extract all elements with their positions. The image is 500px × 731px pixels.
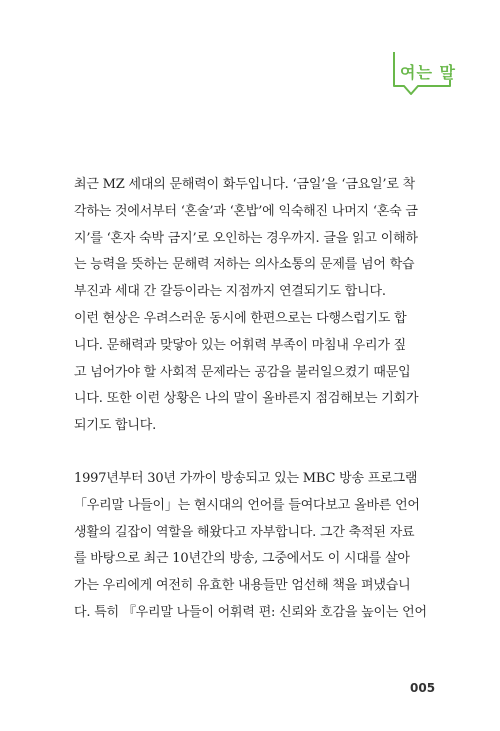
text-line: 생활의 길잡이 역할을 해왔다고 자부합니다. 그간 축적된 자료 — [74, 524, 415, 540]
page-number: 005 — [410, 681, 436, 695]
text-line: 이런 현상은 우려스러운 동시에 한편으로는 다행스럽기도 합 — [74, 310, 407, 326]
text-line: 고 넘어가야 할 사회적 문제라는 공감을 불러일으켰기 때문입 — [74, 364, 411, 380]
text-line: 각하는 것에서부터 ‘혼술’과 ‘혼밥’에 익숙해진 나머지 ‘혼숙 금 — [74, 203, 418, 219]
paragraph-2 — [74, 306, 444, 440]
section-tag — [392, 50, 456, 100]
text-line: 다. 특히 『우리말 나들이 어휘력 편: 신뢰와 호감을 높이는 언어 — [74, 604, 427, 620]
paragraph-1 — [74, 172, 444, 306]
text-line: 되기도 합니다. — [74, 418, 157, 434]
text-line: 부진과 세대 간 갈등이라는 지점까지 연결되기도 합니다. — [74, 284, 386, 300]
text-line: 최근 MZ 세대의 문해력이 화두입니다. ‘금일’을 ‘금요일’로 착 — [74, 177, 416, 192]
text-line: 니다. 문해력과 맞닿아 있는 어휘력 부족이 마침내 우리가 짚 — [74, 337, 406, 353]
text-line: 니다. 또한 이런 상황은 나의 말이 올바른지 점검해보는 기회가 — [74, 391, 419, 407]
text-line: 를 바탕으로 최근 10년간의 방송, 그중에서도 이 시대를 살아 — [74, 551, 410, 567]
paragraph-3 — [74, 466, 444, 627]
text-line: 가는 우리에게 여전히 유효한 내용들만 엄선해 책을 펴냈습니 — [74, 578, 411, 594]
section-label: 여는 말 — [400, 63, 456, 82]
text-line: 「우리말 나들이」는 현시대의 언어를 들여다보고 올바른 언어 — [74, 497, 420, 513]
text-line: 는 능력을 뜻하는 문해력 저하는 의사소통의 문제를 넘어 학습 — [74, 257, 415, 273]
text-line: 1997년부터 30년 가까이 방송되고 있는 MBC 방송 프로그램 — [74, 470, 418, 486]
body-text — [74, 172, 444, 627]
text-line: 지’를 ‘혼자 숙박 금지’로 오인하는 경우까지. 글을 읽고 이해하 — [74, 230, 418, 246]
